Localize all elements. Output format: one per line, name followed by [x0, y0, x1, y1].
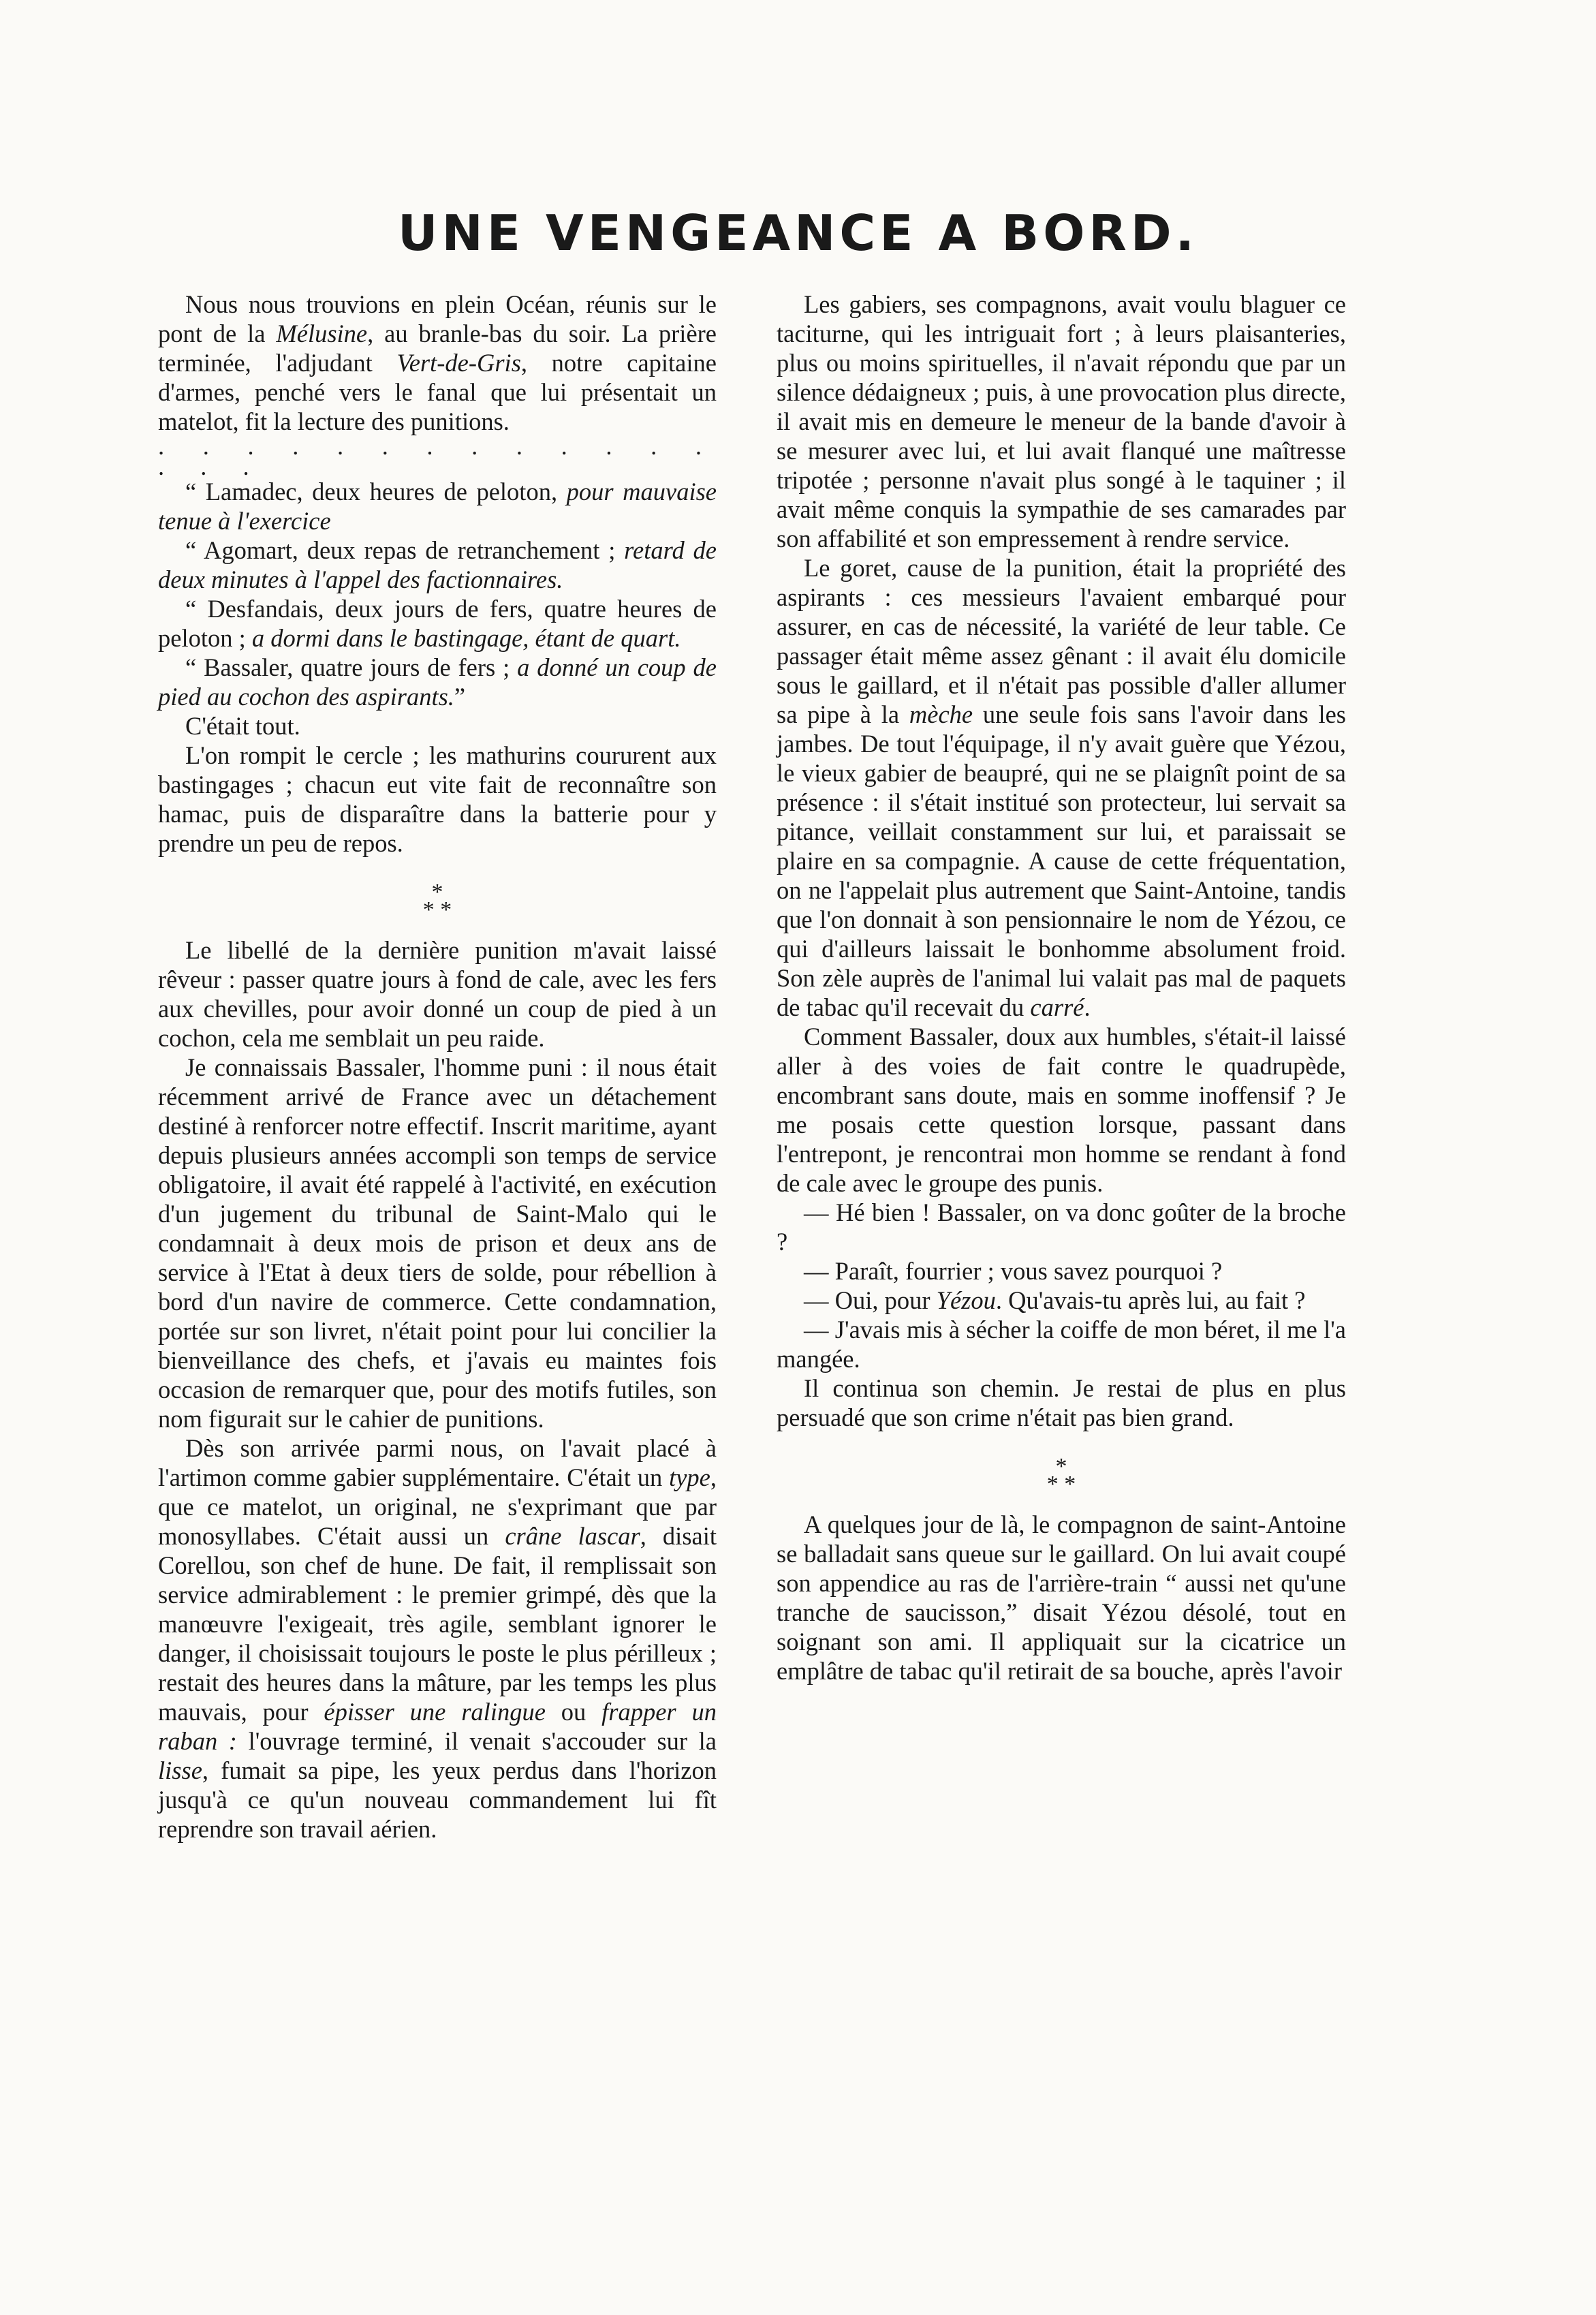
paragraph: L'on rompit le cercle ; les mathurins coururent aux bastingages ; chacun eut vite fait de reconnaître son hamac, puis de disparaître dans la batterie pour y prendre un peu de repos.: [158, 741, 717, 857]
article-title: UNE VENGEANCE A BORD.: [398, 204, 1198, 262]
paragraph: Dès son arrivée parmi nous, on l'avait placé à l'artimon comme gabier supplémentaire. C'était un type, que ce matelot, un original, ne s'exprimant que par monosyllabes. C'était aussi un crâne lascar, disait Corellou, son chef de hune. De fait, il remplissait son service admirablement : le premier grimpé, dès que la manœuvre l'exigeait, très agile, semblant ignorer le danger, il choisissait toujours le poste le plus périlleux ; restait des heures dans la mâture, par les temps les plus mauvais, pour épisser une ralingue ou frapper un raban : l'ouvrage terminé, il venait s'accouder sur la lisse, fumait sa pipe, les yeux perdus dans l'horizon jusqu'à ce qu'un nouveau commandement lui fît reprendre son travail aérien.: [158, 1434, 717, 1843]
paragraph: C'était tout.: [185, 712, 300, 740]
paragraph: Le libellé de la dernière punition m'avait laissé rêveur : passer quatre jours à fond de cale, avec les fers aux chevilles, pour avoir donné un coup de pied à un cochon, cela me semblait un peu raide.: [158, 936, 717, 1052]
punishment-entry: “ Desfandais, deux jours de fers, quatre heures de peloton ; a dormi dans le bastingage, étant de quart.: [158, 595, 717, 652]
paragraph: Nous nous trouvions en plein Océan, réunis sur le pont de la Mélusine, au branle-bas du soir. La prière terminée, l'adjudant Vert-de-Gris, notre capitaine d'armes, penché vers le fanal que lui présentait un matelot, fit la lecture des punitions.: [158, 290, 717, 435]
dialogue-line: — J'avais mis à sécher la coiffe de mon béret, il me l'a mangée.: [777, 1316, 1346, 1373]
paragraph: Je connaissais Bassaler, l'homme puni : il nous était récemment arrivé de France avec un détachement destiné à renforcer notre effectif. Inscrit maritime, ayant depuis plusieurs années accompli son temps de service obligatoire, il avait été rappelé à l'activité, en exécution d'un jugement du tribunal de Saint-Malo qui le condamnait à deux mois de prison et deux ans de service à l'Etat à deux tiers de solde, pour rébellion à bord d'un navire de commerce. Cette condamnation, portée sur son livret, n'était point pour lui concilier la bienveillance des chefs, et j'avais eu maintes fois occasion de remarquer que, pour des motifs futiles, son nom figurait sur le cahier de punitions.: [158, 1053, 717, 1433]
dialogue-line: — Oui, pour Yézou. Qu'avais-tu après lui, au fait ?: [804, 1286, 1306, 1314]
paragraph: A quelques jour de là, le compagnon de saint-Antoine se balladait sans queue sur le gaillard. On lui avait coupé son appendice au ras de l'arrière-train “ aussi net qu'une tranche de saucisson,” disait Yézou désolé, tout en soignant son ami. Il appliquait sur la cicatrice un emplâtre de tabac qu'il retirait de sa bouche, après l'avoir: [777, 1510, 1346, 1685]
punishment-entry: “ Lamadec, deux heures de peloton, pour mauvaise tenue à l'exercice: [158, 478, 717, 535]
dialogue-line: — Hé bien ! Bassaler, on va donc goûter de la broche ?: [777, 1198, 1346, 1256]
paragraph: Comment Bassaler, doux aux humbles, s'était-il laissé aller à des voies de fait contre le quadrupède, encombrant sans doute, mais en somme inoffensif ? Je me posais cette question lorsque, passant dans l'entrepont, je rencontrai mon homme se rendant à fond de cale avec le groupe des punis.: [777, 1023, 1346, 1197]
punishment-entry: “ Bassaler, quatre jours de fers ; a donné un coup de pied au cochon des aspirants.”: [158, 653, 717, 711]
paragraph: Les gabiers, ses compagnons, avait voulu blaguer ce taciturne, qui les intriguait fort ; à leurs plaisanteries, plus ou moins spirituelles, il n'avait répondu que par un silence dédaigneux ; puis, à une provocation plus directe, il avait mis en demeure le meneur de la bande d'avoir à se mesurer avec lui, et lui avait flanqué une maîtresse tripotée ; personne n'avait plus songé à le taquiner ; il avait même conquis la sympathie de ses camarades par son affabilité et son empressement à rendre service.: [777, 290, 1346, 553]
paragraph: Il continua son chemin. Je restai de plus en plus persuadé que son crime n'était pas bien grand.: [777, 1374, 1346, 1431]
ellipsis-dots: . . . . . . . . . . . . . . . .: [158, 432, 717, 480]
asterism-separator: * * *: [422, 880, 452, 922]
dialogue-line: — Paraît, fourrier ; vous savez pourquoi ?: [804, 1257, 1223, 1285]
right-column: [777, 290, 1346, 1685]
asterism-separator: * * *: [1046, 1454, 1076, 1497]
left-column: [158, 290, 717, 1844]
punishment-entry: “ Agomart, deux repas de retranchement ; retard de deux minutes à l'appel des factionnaires.: [158, 536, 717, 593]
paragraph: Le goret, cause de la punition, était la propriété des aspirants : ces messieurs l'avaient embarqué pour assurer, en cas de nécessité, la variété de leur table. Ce passager était même assez gênant : il avait élu domicile sous le gaillard, et il n'était pas possible d'aller allumer sa pipe à la mèche une seule fois sans l'avoir dans les jambes. De tout l'équipage, il n'y avait guère que Yézou, le vieux gabier de beaupré, qui ne se plaignît point de sa présence : il s'était institué son protecteur, lui servait sa pitance, veillait constamment sur lui, et paraissait se plaire en sa compagnie. A cause de cette fréquentation, on ne l'appelait plus autrement que Saint-Antoine, tandis que l'on donnait à son pensionnaire le nom de Yézou, ce qui d'ailleurs laissait le bonhomme absolument froid. Son zèle auprès de l'animal lui valait pas mal de paquets de tabac qu'il recevait du carré.: [777, 554, 1346, 1021]
